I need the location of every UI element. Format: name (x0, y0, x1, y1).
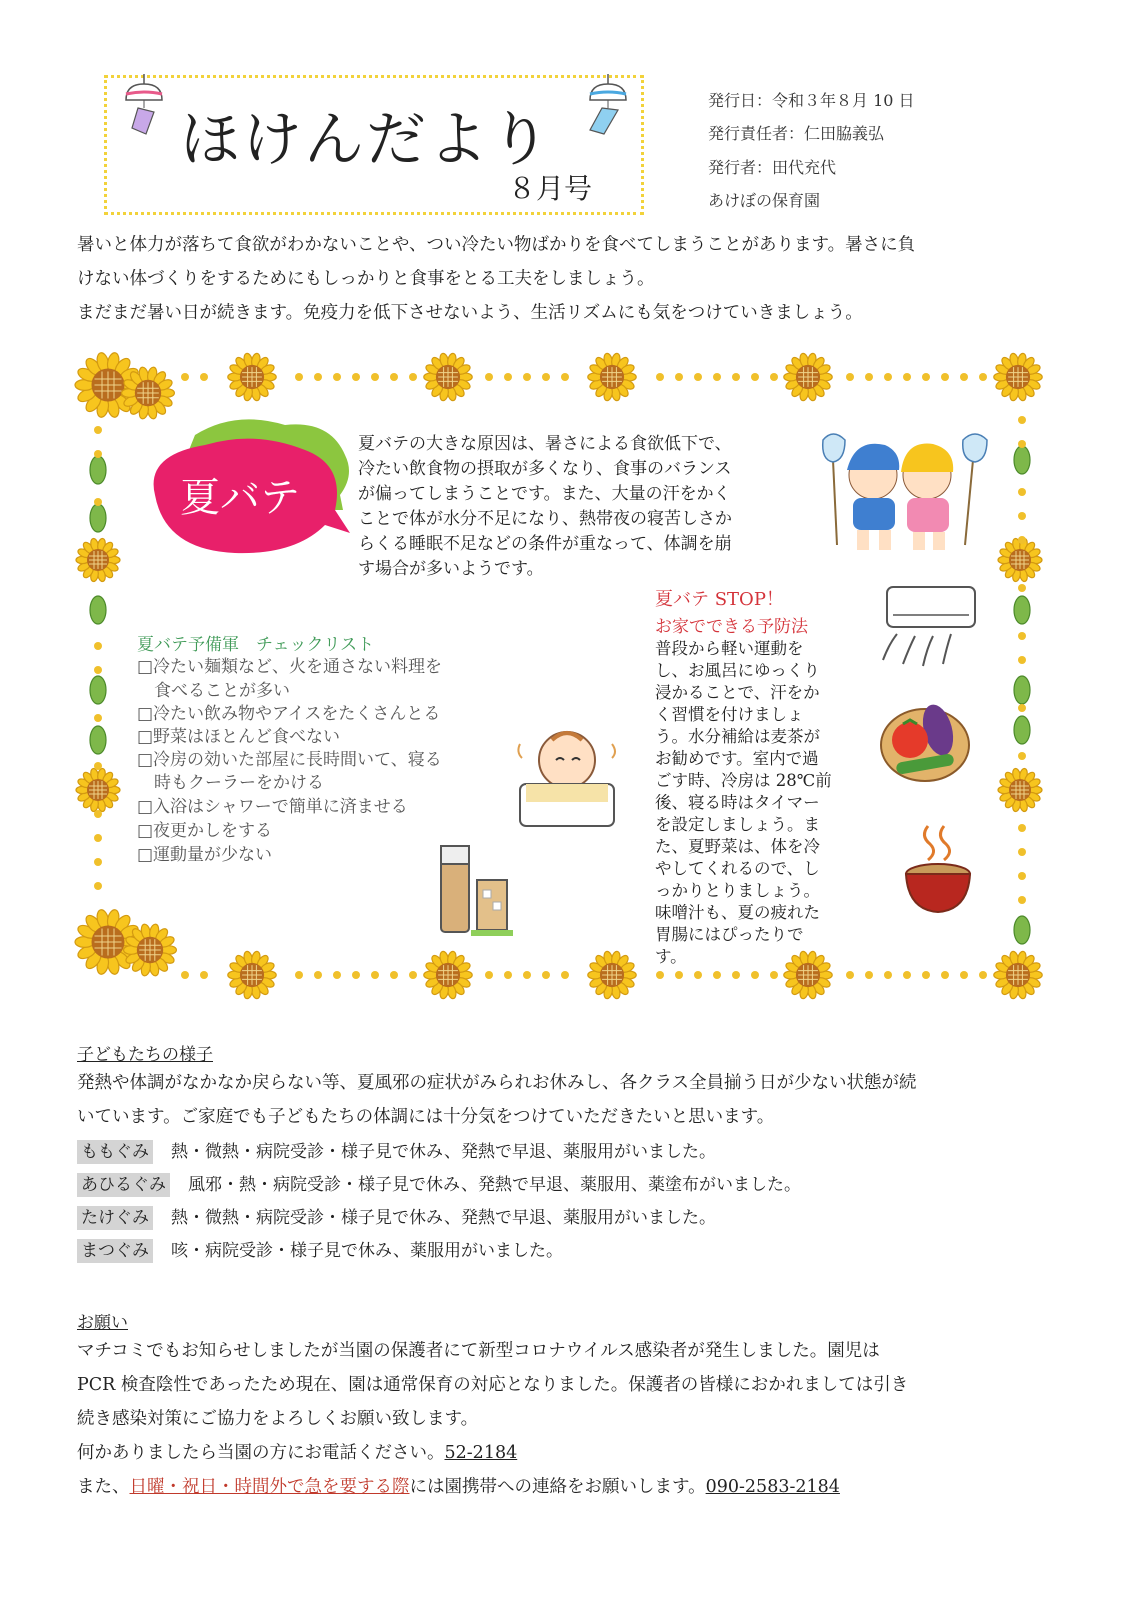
frame-dot (675, 971, 683, 979)
frame-dot (751, 373, 759, 381)
nursery-name: あけぼの保育園 (708, 191, 821, 210)
leaf-icon (1014, 596, 1030, 624)
checklist-item: □冷房の効いた部屋に長時間いて、寝る (137, 750, 442, 770)
prevention-title: 夏バテ STOP！ (655, 589, 784, 610)
frame-dot (884, 373, 892, 381)
frame-dot (1018, 704, 1026, 712)
frame-dot (523, 373, 531, 381)
frame-dot (485, 373, 493, 381)
leaf-icon (1014, 446, 1030, 474)
sunflower-icon (998, 538, 1042, 582)
leaf-icon (90, 504, 106, 532)
publisher: 発行者：田代充代 (708, 158, 837, 177)
frame-dot (200, 373, 208, 381)
frame-dot (713, 971, 721, 979)
frame-dot (333, 373, 341, 381)
iced-tea-icon (435, 840, 515, 940)
responsible-person: 発行責任者：仁田脇義弘 (708, 124, 885, 143)
issue-label: ８月号 (508, 172, 593, 205)
sunflower-icon (76, 538, 120, 582)
frame-dot (409, 971, 417, 979)
frame-dot (504, 971, 512, 979)
frame-dot (504, 373, 512, 381)
frame-dot (960, 971, 968, 979)
frame-dot (409, 373, 417, 381)
frame-dot (1018, 536, 1026, 544)
checklist-item: 食べることが多い (137, 681, 290, 701)
frame-dot (751, 971, 759, 979)
checklist-item: □野菜はほとんど食べない (137, 727, 341, 747)
emergency-note: 日曜・祝日・時間外で急を要する際 (129, 1477, 410, 1497)
frame-dot (1018, 656, 1026, 664)
children-section-heading: 子どもたちの様子 (77, 1045, 213, 1065)
class-status: 熱・微熱・病院受診・様子見で休み、発熱で早退、薬服用がいました。 (171, 1142, 717, 1162)
sunflower-icon (424, 951, 472, 1000)
frame-dot (94, 810, 102, 818)
frame-dot (94, 858, 102, 866)
frame-dot (94, 426, 102, 434)
sunflower-icon (588, 951, 636, 1000)
frame-dot (941, 373, 949, 381)
frame-dot (542, 373, 550, 381)
phone-number[interactable]: 52-2184 (444, 1443, 518, 1463)
frame-dot (390, 971, 398, 979)
sunflower-icon (424, 353, 472, 402)
frame-dot (846, 971, 854, 979)
frame-dot (371, 373, 379, 381)
frame-dot (94, 882, 102, 890)
frame-dot (770, 971, 778, 979)
request-section-heading: お願い (77, 1313, 128, 1333)
checklist-item: □冷たい麺類など、火を通さない料理を (137, 657, 443, 677)
frame-dot (485, 971, 493, 979)
frame-dot (94, 762, 102, 770)
sunflower-icon (588, 353, 636, 402)
sunflower-icon (994, 951, 1042, 1000)
leaf-icon (1014, 916, 1030, 944)
frame-dot (694, 373, 702, 381)
frame-dot (656, 373, 664, 381)
frame-dot (1018, 752, 1026, 760)
frame-dot (94, 666, 102, 674)
frame-dot (1018, 512, 1026, 520)
frame-dot (181, 971, 189, 979)
class-status-row (77, 1239, 563, 1263)
frame-dot (884, 971, 892, 979)
frame-dot (846, 373, 854, 381)
frame-dot (333, 971, 341, 979)
frame-dot (94, 450, 102, 458)
request-paragraph: マチコミでもお知らせしましたが当園の保護者にて新型コロナウイルス感染者が発生しました。園児は PCR 検査陰性であったため現在、園は通常保育の対応となりました。保護者の皆様におかれましては引き 続き感染対策にご協力をよろしくお願い致します。 何かありましたら当園の方にお電話ください。52-2184 また、日曜・祝日・時間外で急を要する際には園携帯への連絡をお願いします。090-2583-2184 (77, 1341, 909, 1497)
frame-dot (1018, 896, 1026, 904)
frame-dot (979, 373, 987, 381)
children-paragraph: 発熱や体調がなかなか戻らない等、夏風邪の症状がみられお休みし、各クラス全員揃う日が少ない状態が続 いています。ご家庭でも子どもたちの体調には十分気をつけていただきたいと思います。 (77, 1073, 917, 1127)
class-status: 熱・微熱・病院受診・様子見で休み、発熱で早退、薬服用がいました。 (171, 1208, 717, 1228)
frame-dot (865, 373, 873, 381)
checklist-item: □入浴はシャワーで簡単に済ませる (137, 797, 408, 817)
checklist-item: □運動量が少ない (137, 845, 273, 865)
sunflower-icon (76, 768, 120, 812)
frame-dot (903, 373, 911, 381)
frame-dot (770, 373, 778, 381)
frame-dot (694, 971, 702, 979)
sunflower-icon (994, 353, 1042, 402)
summer-vegetables-icon (878, 690, 973, 785)
prevention-text: 普段から軽い運動を し、お風呂にゆっくり 浸かることで、汗をか く習慣を付けましょ う。水分補給は麦茶が お勧めです。室内で過 ごす時、冷房は 28℃前 後、寝る時はタイマー を設定しましょう。ま た、夏野菜は、体を冷 やしてくれるので、し っかりとりましょう。 味噌汁も、夏の疲れた 胃腸にはぴったりで す。 (655, 639, 832, 966)
natsubate-cause-text: 夏バテの大きな原因は、暑さによる食欲低下で、 冷たい飲食物の摂取が多くなり、食事のバランス が偏ってしまうことです。また、大量の汗をかく ことで体が水分不足になり、熱帯夜の寝苦しさか らくる睡眠不足などの条件が重なって、体調を崩 す場合が多いようです。 (358, 434, 732, 579)
frame-dot (352, 373, 360, 381)
natsubate-bubble-label: 夏バテ (180, 475, 300, 521)
frame-dot (732, 971, 740, 979)
checklist-item: □夜更かしをする (137, 821, 273, 841)
frame-dot (675, 373, 683, 381)
checklist-item: □冷たい飲み物やアイスをたくさんとる (137, 704, 441, 724)
class-status-row (77, 1140, 716, 1164)
frame-dot (295, 373, 303, 381)
leaf-icon (90, 726, 106, 754)
sunflower-icon (228, 951, 276, 1000)
bathing-child-icon (512, 722, 622, 832)
mobile-number[interactable]: 090-2583-2184 (705, 1477, 840, 1497)
frame-dot (1018, 584, 1026, 592)
frame-dot (1018, 872, 1026, 880)
class-name: たけぐみ (77, 1206, 153, 1230)
frame-dot (1018, 632, 1026, 640)
frame-dot (94, 834, 102, 842)
page-title: ほけんだより (180, 105, 552, 175)
frame-dot (94, 714, 102, 722)
frame-dot (94, 642, 102, 650)
leaf-icon (1014, 676, 1030, 704)
sunflower-icon (998, 768, 1042, 812)
frame-dot (922, 971, 930, 979)
frame-dot (390, 373, 398, 381)
frame-dot (200, 971, 208, 979)
class-status: 咳・病院受診・様子見で休み、薬服用がいました。 (171, 1241, 564, 1261)
frame-dot (295, 971, 303, 979)
class-status-row (77, 1206, 716, 1230)
frame-dot (903, 971, 911, 979)
frame-dot (523, 971, 531, 979)
frame-dot (371, 971, 379, 979)
issue-date: 発行日：令和３年８月 10 日 (708, 91, 915, 110)
frame-dot (1018, 488, 1026, 496)
frame-dot (1018, 416, 1026, 424)
frame-dot (1018, 440, 1026, 448)
sunflower-icon (228, 353, 276, 402)
intro-paragraph: 暑いと体力が落ちて食欲がわかないことや、つい冷たい物ばかりを食べてしまうことがあります。暑さに負 けない体づくりをするためにもしっかりと食事をとる工夫をしましょう。 まだまだ暑い日が続きます。免疫力を低下させないよう、生活リズムにも気をつけていきましょう。 (77, 235, 916, 323)
frame-dot (561, 971, 569, 979)
checklist-title: 夏バテ予備軍 チェックリスト (137, 635, 375, 655)
frame-dot (181, 373, 189, 381)
class-status: 風邪・熱・病院受診・様子見で休み、発熱で早退、薬服用、薬塗布がいました。 (188, 1175, 802, 1195)
frame-dot (542, 971, 550, 979)
frame-dot (94, 498, 102, 506)
frame-dot (732, 373, 740, 381)
frame-dot (922, 373, 930, 381)
frame-dot (314, 373, 322, 381)
leaf-icon (90, 456, 106, 484)
frame-dot (561, 373, 569, 381)
frame-dot (941, 971, 949, 979)
frame-dot (314, 971, 322, 979)
class-name: まつぐみ (77, 1239, 153, 1263)
class-name: あひるぐみ (77, 1173, 170, 1197)
children-illustration (815, 430, 995, 555)
leaf-icon (1014, 716, 1030, 744)
frame-dot (1018, 848, 1026, 856)
frame-dot (656, 971, 664, 979)
frame-dot (979, 971, 987, 979)
frame-dot (1018, 824, 1026, 832)
frame-dot (713, 373, 721, 381)
air-conditioner-icon (875, 582, 980, 672)
leaf-icon (90, 596, 106, 624)
frame-dot (865, 971, 873, 979)
leaf-icon (90, 676, 106, 704)
frame-dot (352, 971, 360, 979)
class-status-row (77, 1173, 801, 1197)
miso-soup-icon (900, 818, 980, 918)
sunflower-icon (784, 353, 832, 402)
frame-dot (960, 373, 968, 381)
prevention-subtitle: お家でできる予防法 (655, 617, 808, 637)
checklist-item: 時もクーラーをかける (137, 773, 324, 793)
class-name: ももぐみ (77, 1140, 153, 1164)
